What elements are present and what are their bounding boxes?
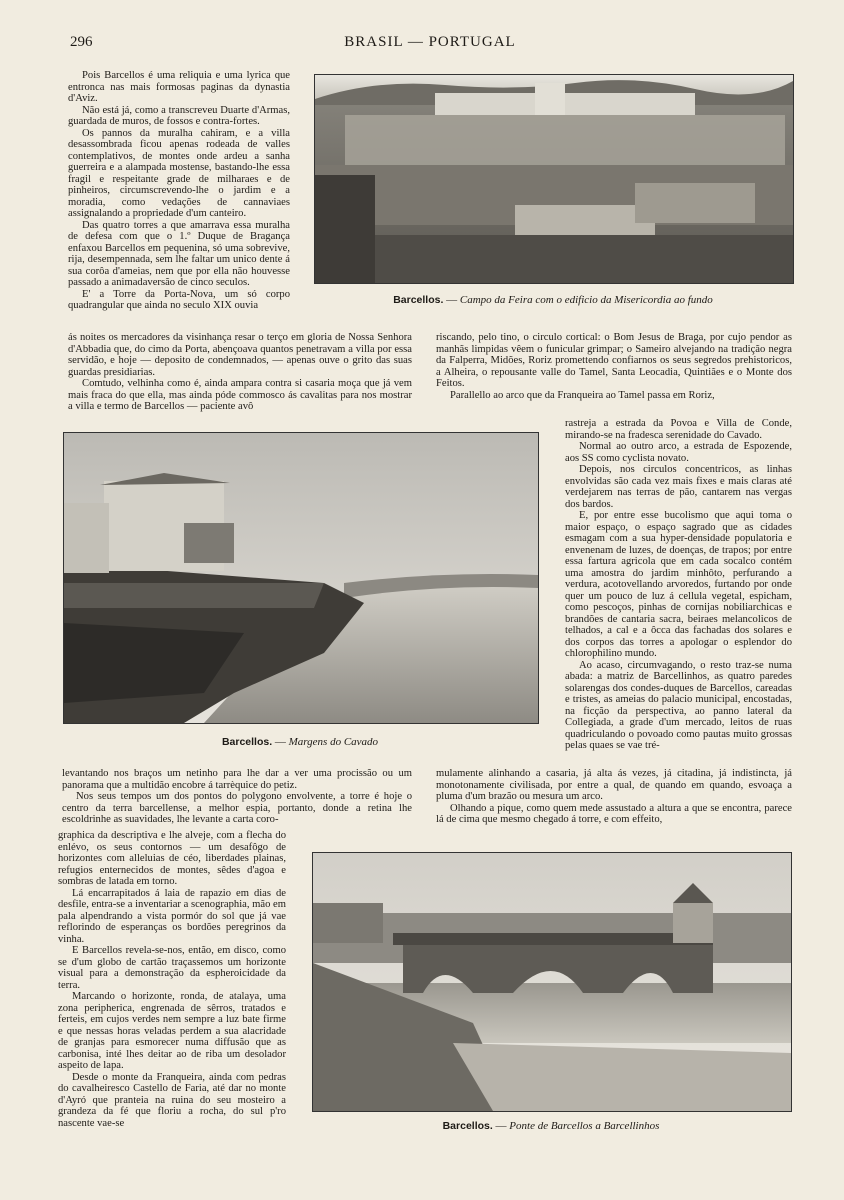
text-band-left <box>68 332 412 416</box>
paragraph: Comtudo, velhinha como é, ainda ampara contra si casaria moça que já vem mais fraca do que ella, mas ainda póde commosco ás cavalitas para nos mostrar a villa e termo de Barcellos — paciente avô <box>68 378 412 412</box>
paragraph: E' a Torre da Porta-Nova, um só corpo quadrangular que ainda no seculo XIX ouvia <box>68 288 290 311</box>
paragraph: mulamente alinhando a casaria, já alta ás vezes, já citadina, já indistincta, já monotonamente civilisada, por entre a qual, de quando em quando, esvoaça a pluma d'um brazão ou mesura um arco. <box>436 768 792 802</box>
caption-dash: — <box>272 736 289 748</box>
text-band2-left <box>62 768 412 826</box>
text-column-bottom-left <box>58 830 286 1130</box>
caption-dash: — <box>443 294 460 306</box>
page-number: 296 <box>70 34 93 50</box>
paragraph: Não está já, como a transcreveu Duarte d'Armas, guardada de muros, de fossos e contra-fortes. <box>68 104 290 127</box>
paragraph: graphica da descriptiva e lhe alveje, com a flecha do enlévo, os seus contornos — um desafôgo de horizontes com alleluias de céo, liberdades plainas, refugios enternecidos de montes, sêdes d'agoa e sombras de latada em torno. <box>58 830 286 887</box>
paragraph: Pois Barcellos é uma reliquia e uma lyrica que entronca nas mais formosas paginas da dynastia d'Aviz. <box>68 70 290 104</box>
caption-dash: — <box>492 1120 510 1132</box>
paragraph: ás noites os mercadores da visinhança resar o terço em gloria de Nossa Senhora d'Abbadia que, do cimo da Porta, abençoava quantos penetravam a villa por essa servidão, e hoje — deposito de condemnados, — apenas ouve o grito das suas guardas presidiarias. <box>68 332 412 378</box>
paragraph: Nos seus tempos um dos pontos do polygono envolvente, a torre é hoje o centro da terra barcellense, a melhor espia, portanto, donde a retina lhe escoldrinhe as suavidades, lhe levante a carta coro- <box>62 791 412 825</box>
paragraph: E Barcellos revela-se-nos, então, em disco, como se d'um globo de cartão traçassemos um horizonte visual para a demonstração da espheroicidade da terra. <box>58 945 286 991</box>
photo-margens-do-cavado <box>63 432 539 724</box>
caption-description: Margens do Cavado <box>288 736 379 748</box>
running-head: BRASIL — PORTUGAL <box>344 34 516 50</box>
paragraph: Desde o monte da Franqueira, ainda com pedras do cavalheiresco Castello de Faria, até dar no monte d'Ayró que pranteia na ruina do seu mosteiro a grandeza da fé que floriu a rocha, do sul p'ro nascente vae-se <box>58 1071 286 1129</box>
caption-description: Campo da Feira com o edificio da Misericordia ao fundo <box>459 294 713 306</box>
text-column-right-middle <box>565 418 792 778</box>
paragraph: Ao acaso, circumvagando, o resto traz-se numa abada: a matriz de Barcellinhos, as quatro paredes solarengas dos condes-duques de Barcellos, careadas e tristes, as ameias do palacio municipal, encostadas, na ficção da perspectiva, ao panno lateral da Collegiada, a grade d'um mercado, leitos de ruas quadriculando o povoado como pautas muito grossas pelas quaes se vae tré- <box>565 659 792 751</box>
paragraph: E, por entre esse bucolismo que aqui toma o maior espaço, o espaço sagrado que as cidades esmagam com a sua hyper-densidade populatoria e envenenam de luzes, de doenças, de trapos; por entre essa fartura agricola que em cada socalco contém uma amostra do jardim minhôto, perfurando a verdura, acotovellando arvoredos, furtando por onde quer um pouco de luz á cellula vegetal, espicham, como pescoços, pinhas de cornijas nobiliarchicas e brandões de cantaria sacra, beiraes melancolicos de telhados, a cal e a ôcca das fachadas dos solares e dos corpos das torres a apologar o esplendor do chlorophilino mundo. <box>565 510 792 659</box>
paragraph: levantando nos braços um netinho para lhe dar a ver uma procissão ou um panorama que a multidão encobre á tarrèquice do petiz. <box>62 768 412 791</box>
caption-margens-do-cavado <box>63 736 537 748</box>
caption-ponte-de-barcellos <box>312 1120 790 1132</box>
paragraph: Marcando o horizonte, ronda, de atalaya, uma zona peripherica, engrenada de sêrros, tratados e ferteis, em cujos verdes nem sempre a luz bate firme e que nessas horas veladas perdem a sua alacridade de granjas para esmorecer numa diffusão que as carbonisa, inté lhes deitar ao de riba um desolador aspeito de lapa. <box>58 991 286 1071</box>
photo-campo-da-feira <box>314 74 794 284</box>
text-band2-right <box>436 768 792 826</box>
caption-place: Barcellos. <box>442 1120 493 1132</box>
text-column-top-left <box>68 70 290 328</box>
paragraph: Depois, nos circulos concentricos, as linhas envolvidas são cada vez mais fixes e mais claras até verdejarem nas terras de pão, cantarem nas vergas dos bardos. <box>565 464 792 510</box>
paragraph: rastreja a estrada da Povoa e Villa de Conde, mirando-se na fradesca serenidade do Cavado. <box>565 418 792 441</box>
paragraph: Lá encarrapitados á laia de rapazio em dias de desfile, entra-se a inventariar a scenographia, mão em pala alpendrando a vista pormór do sol que já vae reflorindo de esperanças os bordões peregrinos da vinha. <box>58 887 286 945</box>
photo-ponte-de-barcellos <box>312 852 792 1112</box>
text-band-right <box>436 332 792 416</box>
paragraph: Os pannos da muralha cahiram, e a villa desassombrada ficou apenas rodeada de valles contemplativos, de montes onde ardeu a sanha guerreira e a alampada mostense, bastando-lhe essa fragil e respeitante grade de milharaes e de pinheiros, circumscrevendo-lhe o jardim e a moradia, como vedações de cannaviaes assignalando a propriedade d'um canteiro. <box>68 127 290 219</box>
paragraph: Parallello ao arco que da Franqueira ao Tamel passa em Roriz, <box>450 389 715 401</box>
caption-place: Barcellos. <box>221 736 273 748</box>
caption-campo-da-feira <box>314 294 792 306</box>
paragraph: Normal ao outro arco, a estrada de Espozende, aos SS como cyclista novato. <box>565 441 792 464</box>
caption-description: Ponte de Barcellos a Barcellinhos <box>509 1120 660 1132</box>
paragraph: riscando, pelo tino, o circulo cortical: o Bom Jesus de Braga, por cujo pendor as manhãs limpidas vêem o funicular grimpar; o Sameiro alvejando na tradição negra da Falperra, Midões, Roriz promettendo confiarnos os seus segredos prehistoricos, a Alheira, o repousante valle do Tamel, Santa Leocadia, Quintiães e o Monte dos Feitos. <box>436 332 792 389</box>
caption-place: Barcellos. <box>393 294 444 306</box>
paragraph: Das quatro torres a que amarrava essa muralha de defesa com que o 1.º Duque de Bragança enfaxou Barcellos em pequenina, só uma sobrevive, rija, desempennada, sem lhe faltar um unico dente á sua corôa d'ameias, nem que por ella não houvesse passado a animadaversão de cinco seculos. <box>68 219 290 288</box>
paragraph: Olhando a pique, como quem mede assustado a altura a que se encontra, parece lá de cima que mesmo chegado á torre, e com effeito, <box>436 802 792 825</box>
